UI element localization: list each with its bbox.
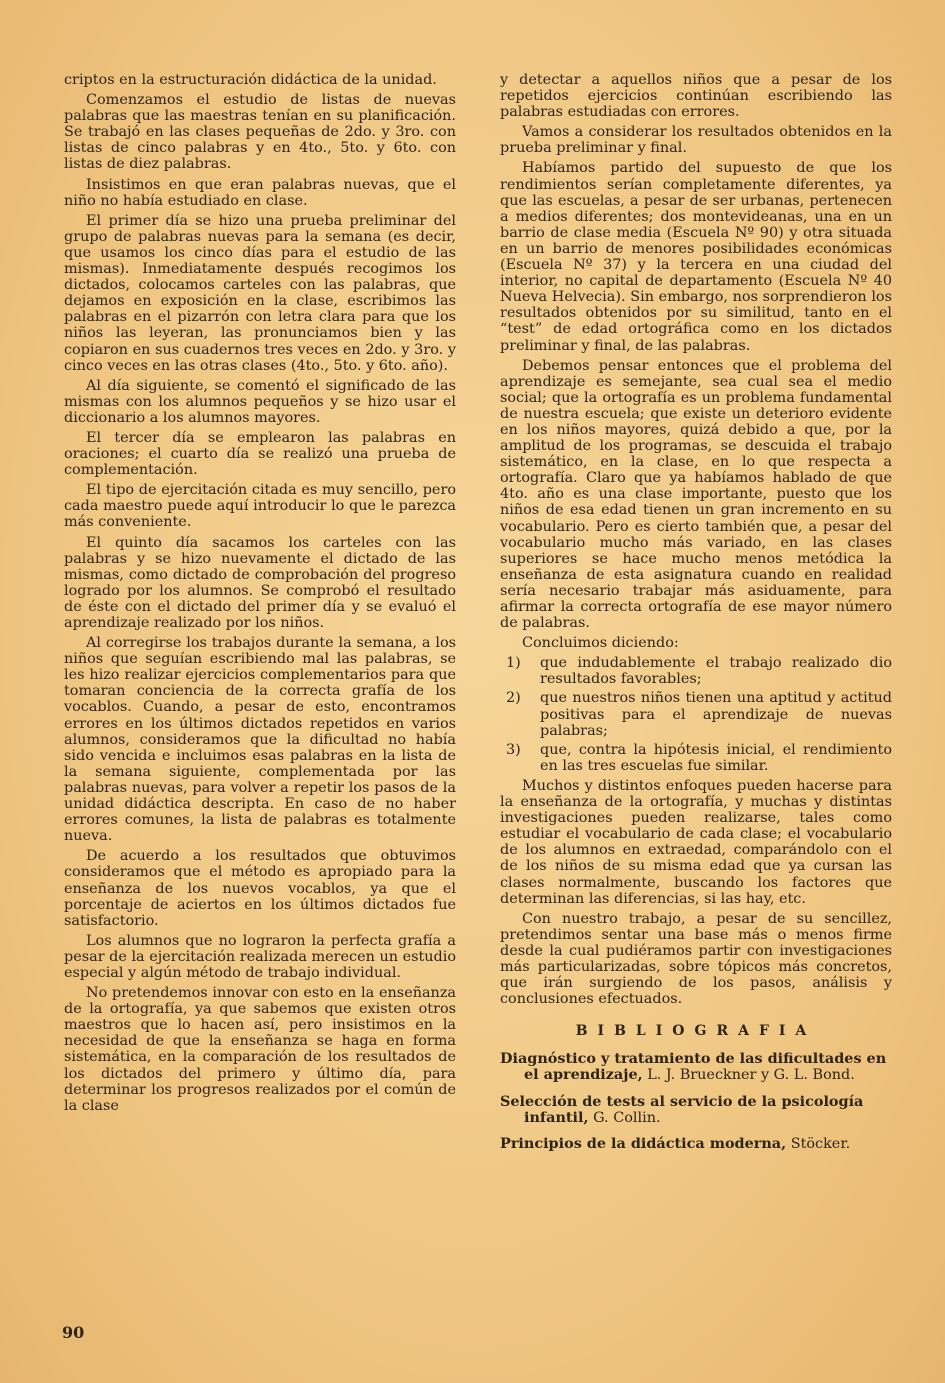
- bibliography-reference: [500, 1094, 892, 1126]
- paragraph: Vamos a considerar los resultados obtenidos en la prueba preliminar y final.: [500, 124, 892, 157]
- paragraph: Concluimos diciendo:: [522, 635, 679, 652]
- right-column: [500, 72, 892, 1162]
- reference-title: Selección de tests al servicio de la psicología infantil,: [500, 1092, 864, 1126]
- paragraph: Con nuestro trabajo, a pesar de su sencillez, pretendimos sentar una base más o menos firme desde la cual pudiéramos partir con investigaciones más particularizadas, sobre tópicos más concretos, que irán surgiendo de los pasos, análisis y conclusiones efectuados.: [500, 910, 892, 1008]
- list-text: que, contra la hipótesis inicial, el rendimiento en las tres escuelas fue similar.: [540, 741, 892, 774]
- reference-author: G. Collin.: [588, 1109, 661, 1126]
- paragraph: Comenzamos el estudio de listas de nuevas palabras que las maestras tenían en su planificación. Se trabajó en las clases pequeñas de 2do. y 3ro. con listas de cinco palabras y en 4to., 5to. y 6to. con listas de diez palabras.: [64, 92, 456, 173]
- left-column: [64, 72, 456, 1118]
- paragraph: No pretendemos innovar con esto en la enseñanza de la ortografía, ya que sabemos que existen otros maestros que lo hacen así, pero insistimos en la necesidad de que la enseñanza se haga en forma sistemática, en la comparación de los resultados de los dictados del primero y último día, para determinar los progresos realizados por el común de la clase: [64, 985, 456, 1114]
- paragraph: Muchos y distintos enfoques pueden hacerse para la enseñanza de la ortografía, y muchas y distintas investigaciones pueden realizarse, tales como estudiar el vocabulario de cada clase; el vocabulario de los alumnos en extraedad, comparándolo con el de los niños de su misma edad que ya cursan las clases normalmente, buscando los factores que determinan las diferencias, si las hay, etc.: [500, 777, 892, 907]
- page-number: 90: [62, 1323, 85, 1342]
- conclusions-list: [500, 655, 892, 774]
- paragraph: El tipo de ejercitación citada es muy sencillo, pero cada maestro puede aquí introducir lo que le parezca más conveniente.: [64, 482, 456, 531]
- paragraph: Habíamos partido del supuesto de que los rendimientos serían completamente diferentes, ya que las escuelas, a pesar de ser urbanas, pertenecen a medios diferentes; dos montevideanas, una en un barrio de clase media (Escuela Nº 90) y otra situada en un barrio de menores posibilidades económicas (Escuela Nº 37) y la tercera en una ciudad del interior, no capital de departamento (Escuela Nº 40 Nueva Helvecia). Sin embargo, nos sorprendieron los resultados obtenidos por su similitud, tanto en el “test” de edad ortográfica como en los dictados preliminar y final, de las palabras.: [500, 160, 892, 354]
- paragraph: El quinto día sacamos los carteles con las palabras y se hizo nuevamente el dictado de las mismas, como dictado de comprobación del progreso logrado por los alumnos. Se comprobó el resultado de éste con el dictado del primer día y se evaluó el aprendizaje realizado por los niños.: [64, 534, 456, 631]
- paragraph: Al corregirse los trabajos durante la semana, a los niños que seguían escribiendo mal las palabras, se les hizo realizar ejercicios complementarios para que tomaran conciencia de la correcta grafía de los vocablos. Cuando, a pesar de esto, encontramos errores en los últimos dictados repetidos en varios alumnos, consideramos que la dificultad no había sido vencida e incluimos esas palabras en la lista de la semana siguiente, complementada por las palabras nuevas, para volver a repetir los pasos de la unidad didáctica descripta. En caso de no haber errores comunes, la lista de palabras es totalmente nueva.: [64, 635, 456, 845]
- paragraph: De acuerdo a los resultados que obtuvimos consideramos que el método es apropiado para la enseñanza de los nuevos vocablos, ya que el porcentaje de aciertos en los últimos dictados fue satisfactorio.: [64, 848, 456, 929]
- list-text: que indudablemente el trabajo realizado dio resultados favorables;: [540, 655, 892, 688]
- list-number: 2): [506, 690, 521, 707]
- bibliography-reference: [500, 1051, 892, 1083]
- list-item: [500, 655, 892, 687]
- paragraph: Los alumnos que no lograron la perfecta grafía a pesar de la ejercitación realizada merecen un estudio especial y algún método de trabajo individual.: [64, 932, 456, 981]
- paragraph: Al día siguiente, se comentó el significado de las mismas con los alumnos pequeños y se hizo usar el diccionario a los alumnos mayores.: [64, 377, 456, 426]
- reference-author: L. J. Brueckner y G. L. Bond.: [642, 1067, 855, 1084]
- paragraph: criptos en la estructuración didáctica de la unidad.: [64, 72, 437, 88]
- paragraph: y detectar a aquellos niños que a pesar de los repetidos ejercicios continúan escribiendo las palabras estudiadas con errores.: [500, 72, 892, 121]
- bibliography-reference: [500, 1136, 892, 1152]
- list-item: [500, 690, 892, 738]
- bibliography-heading: BIBLIOGRAFIA: [575, 1023, 817, 1040]
- reference-author: Stöcker.: [786, 1135, 851, 1152]
- paragraph: El primer día se hizo una prueba preliminar del grupo de palabras nuevas para la semana (es decir, que usamos los cinco días para el estudio de las mismas). Inmediatamente después recogimos los dictados, colocamos carteles con las palabras, que dejamos en exposición en la clase, escribimos las palabras en el pizarrón con letra clara para que los niños las leyeran, las pronunciamos bien y las copiaron en sus cuadernos tres veces en 2do. y 3ro. y cinco veces en las otras clases (4to., 5to. y 6to. año).: [64, 212, 456, 374]
- list-text: que nuestros niños tienen una aptitud y actitud positivas para el aprendizaje de nuevas palabras;: [540, 690, 892, 739]
- reference-title: Principios de la didáctica moderna,: [500, 1134, 787, 1152]
- reference-title: Diagnóstico y tratamiento de las dificultades en el aprendizaje,: [500, 1050, 887, 1084]
- list-number: 3): [506, 741, 521, 758]
- list-item: [500, 742, 892, 774]
- paragraph: Debemos pensar entonces que el problema del aprendizaje es semejante, sea cual sea el medio social; que la ortografía es un problema fundamental de nuestra escuela; que existe un deterioro evidente en los niños mayores, quizá debido a que, por la amplitud de los programas, se descuida el trabajo sistemático, en la clase, en lo que respecta a ortografía. Claro que ya habíamos hablado de que 4to. año es una clase importante, puesto que los niños de esa edad tienen un gran incremento en su vocabulario. Pero es cierto también que, a pesar del vocabulario mucho más variado, en las clases superiores se hace mucho menos metódica la enseñanza de esta asignatura cuando en realidad sería necesario trabajar más asiduamente, para afirmar la correcta ortografía de ese mayor número de palabras.: [500, 357, 892, 632]
- paragraph: Insistimos en que eran palabras nuevas, que el niño no había estudiado en clase.: [64, 176, 456, 209]
- list-number: 1): [506, 655, 521, 672]
- paragraph: El tercer día se emplearon las palabras en oraciones; el cuarto día se realizó una prueba de complementación.: [64, 429, 456, 479]
